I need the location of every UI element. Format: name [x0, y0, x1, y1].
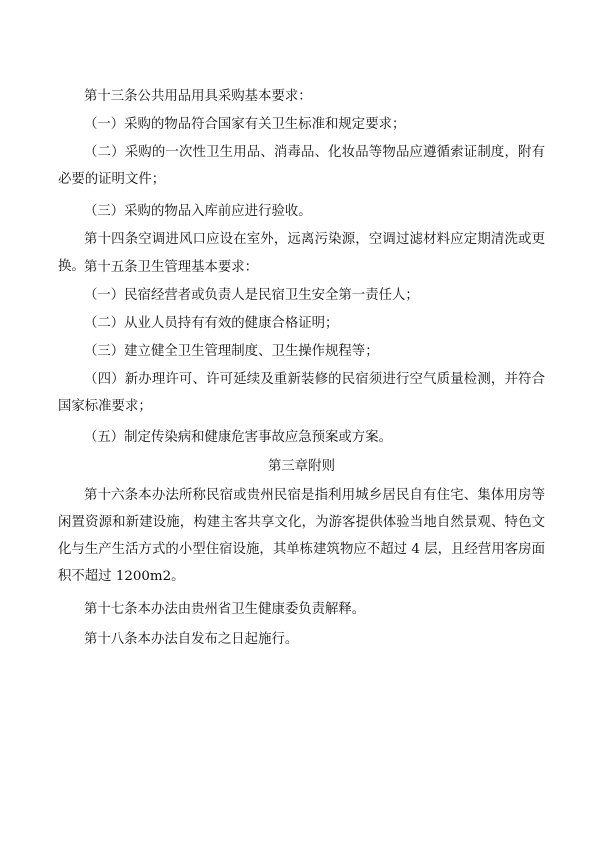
article-15-item-4: （四）新办理许可、许可延续及重新装修的民宿须进行空气质量检测，并符合国家标准要求；	[58, 372, 545, 414]
article-13-item-2: （二）采购的一次性卫生用品、消毒品、化妆品等物品应遵循索证制度，附有必要的证明文件；	[58, 145, 545, 187]
article-14: 第十四条空调进风口应设在室外，远离污染源，空调过滤材料应定期清洗或更换。	[58, 232, 545, 274]
article-15-item-2: （二）从业人员持有有效的健康合格证明；	[84, 316, 339, 331]
chapter-3-heading: 第三章附则	[268, 459, 335, 474]
article-13-title: 第十三条公共用品用具采购基本要求：	[84, 89, 312, 104]
article-13-item-3: （三）采购的物品入库前应进行验收。	[84, 204, 312, 219]
article-17: 第十七条本办法由贵州省卫生健康委负责解释。	[84, 602, 366, 617]
article-15-item-1: （一）民宿经营者或负责人是民宿卫生安全第一责任人；	[84, 288, 419, 303]
article-13-item-1: （一）采购的物品符合国家有关卫生标准和规定要求；	[84, 117, 406, 132]
article-15-title: 第十五条卫生管理基本要求：	[84, 260, 259, 275]
article-18: 第十八条本办法自发布之日起施行。	[84, 632, 299, 647]
article-15-item-3: （三）建立健全卫生管理制度、卫生操作规程等；	[84, 344, 379, 359]
article-16: 第十六条本办法所称民宿或贵州民宿是指利用城乡居民自有住宅、集体用房等闲置资源和新建设施，构建主客共享文化，为游客提供体验当地自然景观、特色文化与生产生活方式的小型住宿设施，其单栋建筑物应不超过 4 层，且经营用客房面积不超过 1200m2。	[58, 488, 545, 584]
article-15-item-5: （五）制定传染病和健康危害事故应急预案或方案。	[84, 430, 392, 445]
